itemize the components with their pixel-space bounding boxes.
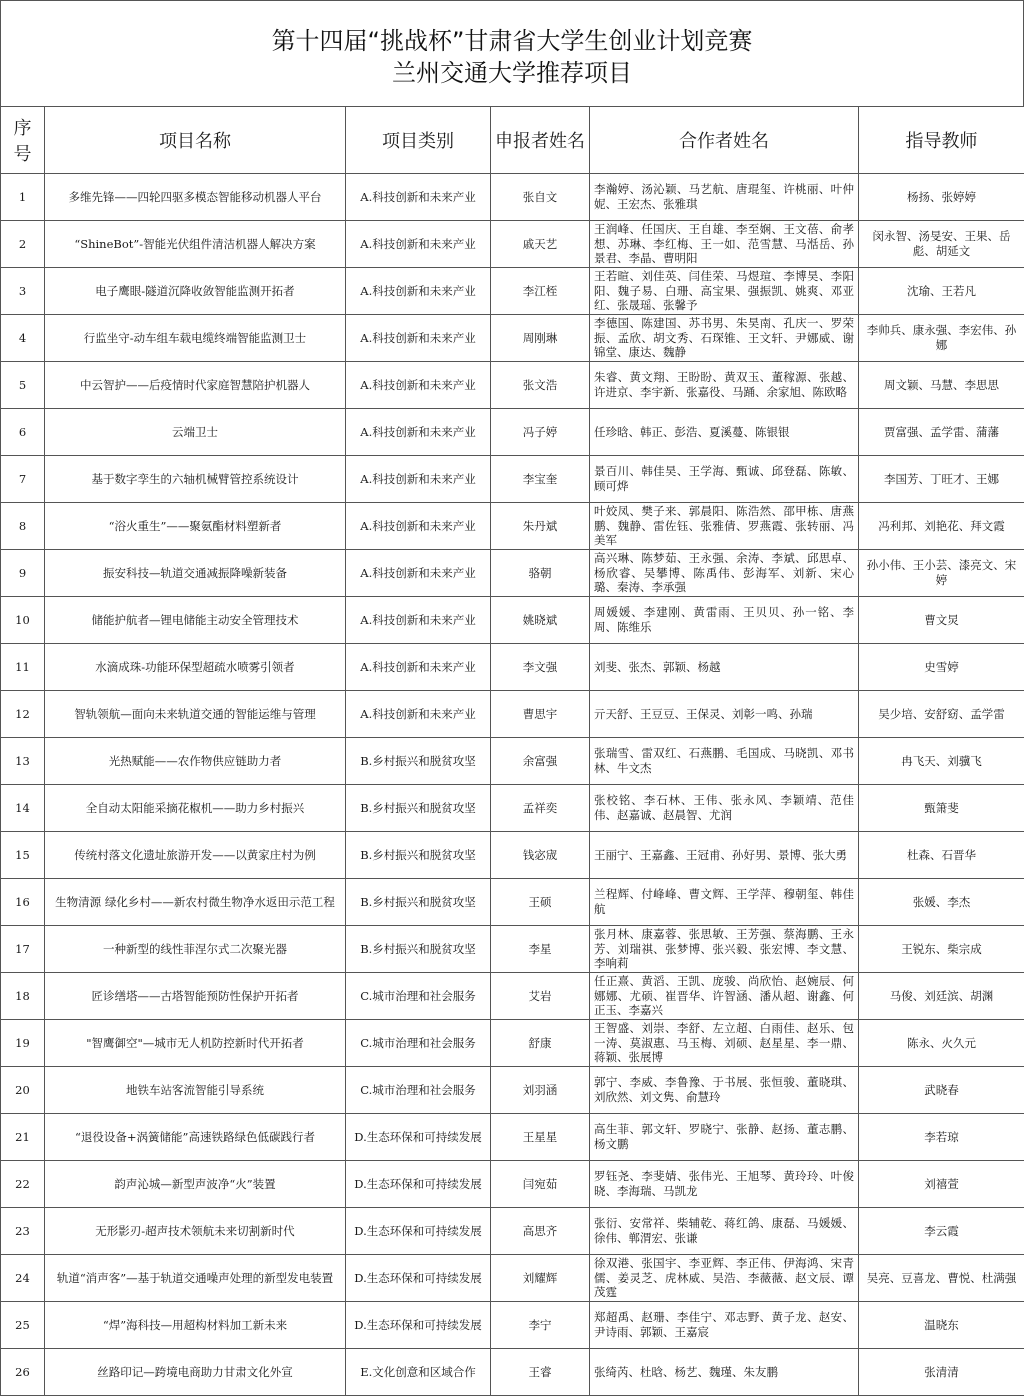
applicant-name: 骆朝 xyxy=(491,550,590,597)
teacher-names: 陈永、火久元 xyxy=(859,1020,1024,1067)
applicant-name: 戚天艺 xyxy=(491,221,590,268)
table-row xyxy=(1,1067,1024,1114)
applicant-name: 周刚琳 xyxy=(491,315,590,362)
collaborator-names: 叶姣凤、樊子来、郭晨阳、陈浩然、邵甲栋、唐燕鹏、魏静、雷佐钰、张雅倩、罗燕霞、张转丽、冯美军 xyxy=(590,503,859,550)
row-number: 15 xyxy=(1,832,45,879)
header-teachers: 指导教师 xyxy=(859,107,1024,174)
applicant-name: 姚晓斌 xyxy=(491,597,590,644)
project-name: 韵声沁城—新型声波净“火”装置 xyxy=(45,1161,346,1208)
project-category: B.乡村振兴和脱贫攻坚 xyxy=(346,738,491,785)
header-no: 序号 xyxy=(1,107,45,174)
table-row xyxy=(1,691,1024,738)
collaborator-names: 王丽宁、王嘉鑫、王冠甫、孙好男、景博、张大勇 xyxy=(590,832,859,879)
applicant-name: 李文强 xyxy=(491,644,590,691)
header-project-name: 项目名称 xyxy=(45,107,346,174)
collaborator-names: 朱睿、黄文翔、王盼盼、黄双玉、董稼源、张越、许进京、李宇新、张嘉役、马踊、余家旭、陈欧略 xyxy=(590,362,859,409)
project-category: A.科技创新和未来产业 xyxy=(346,409,491,456)
row-number: 20 xyxy=(1,1067,45,1114)
project-category: A.科技创新和未来产业 xyxy=(346,174,491,221)
row-number: 5 xyxy=(1,362,45,409)
collaborator-names: 李瀚婷、汤沁颖、马艺航、唐琨玺、许桃丽、叶仲妮、王宏杰、张雅琪 xyxy=(590,174,859,221)
row-number: 21 xyxy=(1,1114,45,1161)
collaborator-names: 亓天舒、王豆豆、王保灵、刘彰一鸣、孙瑞 xyxy=(590,691,859,738)
applicant-name: 李江桎 xyxy=(491,268,590,315)
row-number: 12 xyxy=(1,691,45,738)
row-number: 18 xyxy=(1,973,45,1020)
collaborator-names: 张衍、安常祥、柴辅乾、蒋红鸽、康磊、马媛媛、徐伟、郸渭宏、张谦 xyxy=(590,1208,859,1255)
applicant-name: 李宝奎 xyxy=(491,456,590,503)
project-name: 行监坐守-动车组车载电缆终端智能监测卫士 xyxy=(45,315,346,362)
table-row xyxy=(1,597,1024,644)
teacher-names: 甄箫斐 xyxy=(859,785,1024,832)
project-name: 多维先锋——四轮四驱多模态智能移动机器人平台 xyxy=(45,174,346,221)
project-name: 地铁车站客流智能引导系统 xyxy=(45,1067,346,1114)
project-name: 云端卫士 xyxy=(45,409,346,456)
project-name: 光热赋能——农作物供应链助力者 xyxy=(45,738,346,785)
teacher-names: 冉飞天、刘骥飞 xyxy=(859,738,1024,785)
teacher-names: 李国芳、丁旺才、王娜 xyxy=(859,456,1024,503)
project-category: E.文化创意和区域合作 xyxy=(346,1349,491,1396)
project-name: 传统村落文化遗址旅游开发——以黄家庄村为例 xyxy=(45,832,346,879)
collaborator-names: 张绮芮、杜晗、杨艺、魏瑾、朱友鹏 xyxy=(590,1349,859,1396)
applicant-name: 王硕 xyxy=(491,879,590,926)
row-number: 11 xyxy=(1,644,45,691)
project-name: 基于数字孪生的六轴机械臂管控系统设计 xyxy=(45,456,346,503)
project-name: “ShineBot”-智能光伏组件清洁机器人解决方案 xyxy=(45,221,346,268)
teacher-names: 闵永智、汤旻安、王果、岳彪、胡延文 xyxy=(859,221,1024,268)
teacher-names: 吴少培、安舒窈、孟学雷 xyxy=(859,691,1024,738)
row-number: 9 xyxy=(1,550,45,597)
row-number: 24 xyxy=(1,1255,45,1302)
project-category: D.生态环保和可持续发展 xyxy=(346,1255,491,1302)
teacher-names: 杨扬、张婷婷 xyxy=(859,174,1024,221)
project-name: 丝路印记—跨境电商助力甘肃文化外宣 xyxy=(45,1349,346,1396)
row-number: 10 xyxy=(1,597,45,644)
collaborator-names: 张校铭、李石林、王伟、张永风、李颖靖、范佳伟、赵嘉诚、赵晨智、尤润 xyxy=(590,785,859,832)
row-number: 2 xyxy=(1,221,45,268)
project-name: 储能护航者—锂电储能主动安全管理技术 xyxy=(45,597,346,644)
collaborator-names: 郑超禹、赵珊、李佳宁、邓志野、黄子龙、赵安、尹诗雨、郭颖、王嘉宸 xyxy=(590,1302,859,1349)
document-title: 第十四届“挑战杯”甘肃省大学生创业计划竞赛 xyxy=(271,27,753,55)
row-number: 3 xyxy=(1,268,45,315)
table-row xyxy=(1,879,1024,926)
teacher-names: 王锐东、柴宗成 xyxy=(859,926,1024,973)
collaborator-names: 任正熹、黄滔、王凯、庞骏、尚欣怡、赵婉辰、何娜娜、尤硕、崔晋华、许智涵、潘从超、谢鑫、何正玉、李嘉兴 xyxy=(590,973,859,1020)
project-name: “焊”海科技—用超构材料加工新未来 xyxy=(45,1302,346,1349)
header-applicant: 申报者姓名 xyxy=(491,107,590,174)
table-row xyxy=(1,1349,1024,1396)
collaborator-names: 王润峰、任国庆、王自雄、李至娴、王文蓓、俞孝想、苏琳、李红梅、王一如、范雪慧、马湉岳、孙景君、李晶、曹明阳 xyxy=(590,221,859,268)
project-name: 全自动太阳能采摘花椒机——助力乡村振兴 xyxy=(45,785,346,832)
table-row xyxy=(1,550,1024,597)
applicant-name: 孟祥奕 xyxy=(491,785,590,832)
table-row xyxy=(1,738,1024,785)
applicant-name: 朱丹斌 xyxy=(491,503,590,550)
teacher-names: 李云霞 xyxy=(859,1208,1024,1255)
applicant-name: 王睿 xyxy=(491,1349,590,1396)
header-category: 项目类别 xyxy=(346,107,491,174)
table-row xyxy=(1,362,1024,409)
teacher-names: 武晓春 xyxy=(859,1067,1024,1114)
teacher-names: 温晓东 xyxy=(859,1302,1024,1349)
project-name: “退役设备+涡簧储能”高速铁路绿色低碳践行者 xyxy=(45,1114,346,1161)
row-number: 7 xyxy=(1,456,45,503)
row-number: 19 xyxy=(1,1020,45,1067)
table-row xyxy=(1,456,1024,503)
table-row xyxy=(1,644,1024,691)
project-category: A.科技创新和未来产业 xyxy=(346,644,491,691)
project-category: B.乡村振兴和脱贫攻坚 xyxy=(346,832,491,879)
row-number: 1 xyxy=(1,174,45,221)
project-category: A.科技创新和未来产业 xyxy=(346,503,491,550)
teacher-names: 冯利邦、刘艳花、拜文霞 xyxy=(859,503,1024,550)
collaborator-names: 罗钰尧、李斐婧、张伟光、王旭琴、黄玲玲、叶俊晓、李海瑞、马凯龙 xyxy=(590,1161,859,1208)
row-number: 4 xyxy=(1,315,45,362)
project-category: C.城市治理和社会服务 xyxy=(346,973,491,1020)
project-name: 振安科技—轨道交通减振降噪新装备 xyxy=(45,550,346,597)
teacher-names: 沈瑜、王若凡 xyxy=(859,268,1024,315)
applicant-name: 李宁 xyxy=(491,1302,590,1349)
project-category: D.生态环保和可持续发展 xyxy=(346,1302,491,1349)
project-name: 水滴成珠-功能环保型超疏水喷雾引领者 xyxy=(45,644,346,691)
applicant-name: 张自文 xyxy=(491,174,590,221)
row-number: 14 xyxy=(1,785,45,832)
row-number: 16 xyxy=(1,879,45,926)
collaborator-names: 景百川、韩佳昊、王学海、甄诚、邱登磊、陈敏、顾可烨 xyxy=(590,456,859,503)
teacher-names: 吴亮、豆喜龙、曹悦、杜满强 xyxy=(859,1255,1024,1302)
project-name: “浴火重生”——聚氨酯材料塑新者 xyxy=(45,503,346,550)
applicant-name: 高思齐 xyxy=(491,1208,590,1255)
row-number: 13 xyxy=(1,738,45,785)
project-category: D.生态环保和可持续发展 xyxy=(346,1161,491,1208)
table-row xyxy=(1,1020,1024,1067)
project-name: 智轨领航—面向未来轨道交通的智能运维与管理 xyxy=(45,691,346,738)
collaborator-names: 郭宁、李威、李鲁豫、于书展、张恒骏、董晓琪、刘欣然、刘文隽、俞慧玲 xyxy=(590,1067,859,1114)
table-row xyxy=(1,1208,1024,1255)
collaborator-names: 徐双港、张国宇、李亚辉、李正伟、伊海鸿、宋青儒、姜灵芝、虎林威、吴浩、李薇薇、赵文辰、谭茂霆 xyxy=(590,1255,859,1302)
teacher-names: 贾富强、孟学雷、蒲藩 xyxy=(859,409,1024,456)
applicant-name: 舒康 xyxy=(491,1020,590,1067)
project-name: 中云智护——后疫情时代家庭智慧陪护机器人 xyxy=(45,362,346,409)
row-number: 22 xyxy=(1,1161,45,1208)
teacher-names: 刘禧萱 xyxy=(859,1161,1024,1208)
teacher-names: 杜森、石晋华 xyxy=(859,832,1024,879)
applicant-name: 李星 xyxy=(491,926,590,973)
teacher-names: 曹文炅 xyxy=(859,597,1024,644)
teacher-names: 李帅兵、康永强、李宏伟、孙娜 xyxy=(859,315,1024,362)
table-row xyxy=(1,221,1024,268)
row-number: 17 xyxy=(1,926,45,973)
collaborator-names: 高生菲、郭文轩、罗晓宁、张静、赵扬、董志鹏、杨文鹏 xyxy=(590,1114,859,1161)
applicant-name: 刘耀辉 xyxy=(491,1255,590,1302)
table-row xyxy=(1,503,1024,550)
applicant-name: 王星星 xyxy=(491,1114,590,1161)
project-category: A.科技创新和未来产业 xyxy=(346,221,491,268)
project-category: A.科技创新和未来产业 xyxy=(346,691,491,738)
project-name: 电子鹰眼-隧道沉降收敛智能监测开拓者 xyxy=(45,268,346,315)
project-name: 匠诊缮塔——古塔智能预防性保护开拓者 xyxy=(45,973,346,1020)
table-row xyxy=(1,785,1024,832)
teacher-names: 张清清 xyxy=(859,1349,1024,1396)
project-category: A.科技创新和未来产业 xyxy=(346,362,491,409)
collaborator-names: 张瑞雪、雷双红、石燕鹏、毛国成、马晓凯、邓书林、牛文杰 xyxy=(590,738,859,785)
row-number: 6 xyxy=(1,409,45,456)
project-name: 轨道“消声客”—基于轨道交通噪声处理的新型发电装置 xyxy=(45,1255,346,1302)
teacher-names: 李若琼 xyxy=(859,1114,1024,1161)
row-number: 23 xyxy=(1,1208,45,1255)
project-category: A.科技创新和未来产业 xyxy=(346,597,491,644)
teacher-names: 孙小伟、王小芸、漆亮文、宋婷 xyxy=(859,550,1024,597)
row-number: 25 xyxy=(1,1302,45,1349)
title-block xyxy=(0,0,1024,106)
projects-table xyxy=(0,106,1024,1396)
document-subtitle: 兰州交通大学推荐项目 xyxy=(392,59,632,87)
applicant-name: 艾岩 xyxy=(491,973,590,1020)
project-category: B.乡村振兴和脱贫攻坚 xyxy=(346,879,491,926)
teacher-names: 马俊、刘廷滨、胡渊 xyxy=(859,973,1024,1020)
project-category: A.科技创新和未来产业 xyxy=(346,268,491,315)
project-category: B.乡村振兴和脱贫攻坚 xyxy=(346,785,491,832)
table-row xyxy=(1,268,1024,315)
project-category: A.科技创新和未来产业 xyxy=(346,456,491,503)
table-row xyxy=(1,1114,1024,1161)
applicant-name: 闫宛茹 xyxy=(491,1161,590,1208)
row-number: 26 xyxy=(1,1349,45,1396)
project-category: D.生态环保和可持续发展 xyxy=(346,1208,491,1255)
table-row xyxy=(1,1161,1024,1208)
project-category: C.城市治理和社会服务 xyxy=(346,1067,491,1114)
project-name: 一种新型的线性菲涅尔式二次聚光器 xyxy=(45,926,346,973)
table-row xyxy=(1,973,1024,1020)
project-category: A.科技创新和未来产业 xyxy=(346,550,491,597)
collaborator-names: 张月林、康嘉蓉、张思敏、王芳强、蔡海鹏、王永芳、刘瑞祺、张梦博、张兴毅、张宏博、李文慧、李响莉 xyxy=(590,926,859,973)
project-name: 无形影刃-超声技术领航未来切割新时代 xyxy=(45,1208,346,1255)
collaborator-names: 王智盛、刘崇、李舒、左立超、白雨佳、赵乐、包一涛、莫淑惠、马玉梅、刘硕、赵星星、李一鼎、蒋颖、张展博 xyxy=(590,1020,859,1067)
applicant-name: 张文浩 xyxy=(491,362,590,409)
collaborator-names: 任珍晗、韩正、彭浩、夏溪蔓、陈银银 xyxy=(590,409,859,456)
project-category: C.城市治理和社会服务 xyxy=(346,1020,491,1067)
applicant-name: 余富强 xyxy=(491,738,590,785)
table-row xyxy=(1,1302,1024,1349)
table-row xyxy=(1,409,1024,456)
project-category: D.生态环保和可持续发展 xyxy=(346,1114,491,1161)
teacher-names: 周文颖、马慧、李思思 xyxy=(859,362,1024,409)
collaborator-names: 李德国、陈建国、苏书男、朱昊南、孔庆一、罗荣振、孟欣、胡文秀、石琛锥、王文轩、尹娜威、谢锦堂、康达、魏静 xyxy=(590,315,859,362)
collaborator-names: 周媛媛、李建刚、黄雷雨、王贝贝、孙一铭、李周、陈维乐 xyxy=(590,597,859,644)
applicant-name: 钱宓宬 xyxy=(491,832,590,879)
row-number: 8 xyxy=(1,503,45,550)
applicant-name: 冯子婷 xyxy=(491,409,590,456)
applicant-name: 刘羽涵 xyxy=(491,1067,590,1114)
collaborator-names: 王若暄、刘佳英、闫佳荣、马煜瑄、李博昊、李阳阳、魏子易、白珊、高宝果、强振凯、姚爽、邓亚红、张晟瑶、张馨予 xyxy=(590,268,859,315)
collaborator-names: 兰程辉、付峰峰、曹文辉、王学萍、穆朝玺、韩佳航 xyxy=(590,879,859,926)
table-row xyxy=(1,1255,1024,1302)
table-header-row xyxy=(1,107,1024,174)
table-row xyxy=(1,832,1024,879)
collaborator-names: 刘斐、张杰、郭颖、杨越 xyxy=(590,644,859,691)
project-name: 生物清源 绿化乡村——新农村微生物净水返田示范工程 xyxy=(45,879,346,926)
table-row xyxy=(1,174,1024,221)
header-collaborators: 合作者姓名 xyxy=(590,107,859,174)
applicant-name: 曹思宇 xyxy=(491,691,590,738)
project-category: B.乡村振兴和脱贫攻坚 xyxy=(346,926,491,973)
teacher-names: 张媛、李杰 xyxy=(859,879,1024,926)
teacher-names: 史雪婷 xyxy=(859,644,1024,691)
table-row xyxy=(1,926,1024,973)
project-name: "智鹰御空"—城市无人机防控新时代开拓者 xyxy=(45,1020,346,1067)
project-category: A.科技创新和未来产业 xyxy=(346,315,491,362)
collaborator-names: 高兴琳、陈梦茹、王永强、余涛、李斌、邱思卓、杨欣睿、吴攀博、陈禹伟、彭海军、刘新、宋心璐、秦涛、李承强 xyxy=(590,550,859,597)
table-row xyxy=(1,315,1024,362)
